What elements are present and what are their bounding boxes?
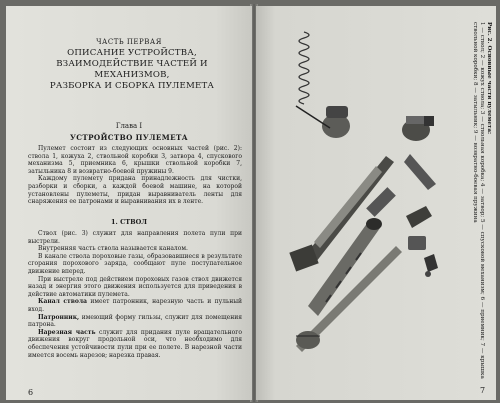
return-spring-illustration — [299, 32, 309, 104]
paragraph — [28, 329, 242, 359]
bolt-illustration — [406, 206, 432, 250]
term: Патронник, — [38, 313, 80, 321]
paragraph — [28, 314, 242, 329]
page-number: 7 — [480, 386, 486, 395]
paragraph: Ствол (рис. 3) служит для направления полета пули при выстрели. — [28, 230, 242, 245]
paragraph — [28, 298, 242, 313]
chapter-number: Глава I — [115, 122, 143, 130]
figure-caption-text: 1 — ствол; 2 — кожух ствола; 3 — ствольная коробка; 4 — затвор; 5 — спусковой механизм; 6 — приемник; 7 — крышка ствольной коробки; 8 — затыльник; 9 — возвратно-боевая пружина — [472, 22, 485, 379]
figure-caption — [460, 22, 492, 382]
paragraph: Внутренняя часть ствола называется каналом. — [38, 245, 188, 253]
section-label: ЧАСТЬ ПЕРВАЯ — [96, 38, 162, 46]
title-line: ОПИСАНИЕ УСТРОЙСТВА, — [67, 48, 197, 58]
paragraph-text: служит для придания пуле вращательного движения вокруг продольной оси, что необходимо для обеспечения устойчивости пули при ее полете. В нарезной части имеется восемь нарезов; нарезка правая. — [28, 328, 242, 359]
chapter-title: УСТРОЙСТВО ПУЛЕМЕТА — [70, 133, 188, 142]
receiver-illustration — [289, 156, 396, 272]
term: Канал ствола — [38, 298, 88, 306]
intro-text — [28, 145, 242, 206]
trigger-mechanism-illustration — [424, 254, 438, 277]
paragraph-text: имеющий форму гильзы, служит для помещения патрона. — [28, 313, 242, 329]
paragraph: В канале ствола пороховые газы, образовавшиеся в результате сгорания порохового заряда, сообщают пуле поступательное движение вперед. — [28, 252, 242, 275]
figure-caption-title: Рис. 2. Основные части пулемета: — [486, 22, 492, 135]
paragraph: Каждому пулемету придана принадлежность для чистки, разборки и сборки, а каждой боевой машине, на которой установлены пулеметы, придан выравниватель ленты для снаряжения ее патронами и выравнивания их в ленте. — [28, 175, 242, 206]
barrel-text — [28, 230, 242, 359]
butt-plate-illustration — [296, 106, 350, 138]
left-page — [6, 6, 252, 400]
title-line: ВЗАИМОДЕЙСТВИЕ ЧАСТЕЙ И МЕХАНИЗМОВ, — [56, 59, 208, 80]
paragraph-text: имеет патронник, нарезную часть и пульный вход. — [28, 298, 242, 313]
part-title — [18, 48, 246, 92]
subsection-heading: 1. СТВОЛ — [111, 218, 147, 226]
paragraph: При выстреле под действием пороховых газов ствол движется назад и энергия этого движения используется для приведения в действие автоматики пулемета. — [28, 275, 242, 298]
term: Нарезная часть — [38, 328, 96, 336]
receiver-cover-illustration — [402, 116, 436, 190]
machine-gun-parts-figure — [256, 6, 456, 400]
paragraph: Пулемет состоит из следующих основных частей (рис. 2): ствола 1, кожуха 2, ствольной коробки 3, затвора 4, спускового механизма 5, приемника 6, крышки ствольной коробки 7, затыльника 8 и возвратно-боевой пружины 9. — [28, 145, 242, 175]
page-number: 6 — [28, 388, 34, 397]
title-line: РАЗБОРКА И СБОРКА ПУЛЕМЕТА — [49, 81, 215, 91]
